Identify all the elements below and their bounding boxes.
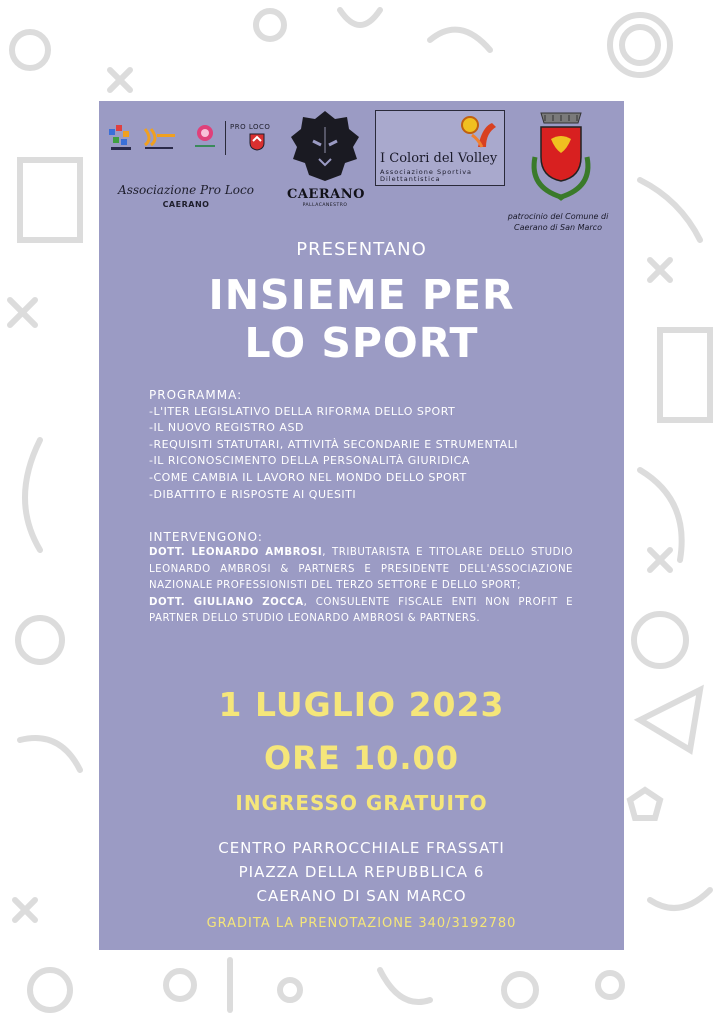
event-title-line1: INSIEME PER <box>208 271 515 319</box>
volley-sub-line2: Dilettantistica <box>380 175 441 183</box>
sponsor-logo-2 <box>141 125 177 151</box>
volley-player-icon <box>458 115 498 151</box>
proloco-town: CAERANO <box>162 200 210 209</box>
event-title <box>99 271 624 367</box>
booking-phone: GRADITA LA PRENOTAZIONE 340/3192780 <box>206 916 517 931</box>
volley-logo <box>375 110 505 186</box>
volley-logo-title: I Colori del Volley <box>380 151 498 166</box>
programma-heading: PROGRAMMA: <box>149 388 243 402</box>
logo-divider <box>225 121 226 155</box>
proloco-name: Associazione Pro Loco <box>118 183 254 197</box>
speaker-1 <box>149 545 573 594</box>
programma-section <box>149 387 574 503</box>
programma-item: -L'ITER LEGISLATIVO DELLA RIFORMA DELLO SPORT <box>149 404 456 418</box>
address-line3: CAERANO DI SAN MARCO <box>256 887 467 905</box>
programma-item: -IL RICONOSCIMENTO DELLA PERSONALITÀ GIURIDICA <box>149 454 470 468</box>
programma-item: -IL NUOVO REGISTRO ASD <box>149 421 304 435</box>
speaker-1-text: , TRIBUTARISTA E TITOLARE DELLO STUDIO LEONARDO AMBROSI & PARTNERS E PRESIDENTE DELL'ASSOCIAZIONE NAZIONALE PROFESSIONISTI DEL TERZO SETTORE E DELLO SPORT; <box>149 547 573 592</box>
programma-item: -COME CAMBIA IL LAVORO NEL MONDO DELLO SPORT <box>149 470 467 484</box>
sponsor-logo-1 <box>107 123 135 155</box>
programma-item: -DIBATTITO E RISPOSTE AI QUESITI <box>149 487 357 501</box>
volley-sub-line1: Associazione Sportiva <box>380 168 473 176</box>
event-title-line2: LO SPORT <box>244 319 479 367</box>
address-line2: PIAZZA DELLA REPUBBLICA 6 <box>238 863 485 881</box>
flyer-card <box>99 101 624 950</box>
address-line1: CENTRO PARROCCHIALE FRASSATI <box>218 839 505 857</box>
speaker-2 <box>149 595 573 628</box>
speaker-2-name: DOTT. GIULIANO ZOCCA <box>149 596 304 608</box>
lion-head-icon <box>287 107 363 187</box>
speaker-1-name: DOTT. LEONARDO AMBROSI <box>149 547 323 559</box>
presentano-label: PRESENTANO <box>296 239 427 260</box>
proloco-shield-icon <box>249 133 265 151</box>
intervengono-heading: INTERVENGONO: <box>149 530 263 544</box>
speaker-2-text: , CONSULENTE FISCALE ENTI NON PROFIT E PARTNER DELLO STUDIO LEONARDO AMBROSI & PARTNERS. <box>149 596 574 625</box>
patrocinio-line1: patrocinio del Comune di <box>507 212 609 221</box>
proloco-small-label: PRO LOCO <box>230 123 271 131</box>
event-address <box>99 836 624 908</box>
volley-logo-sub <box>380 169 472 183</box>
programma-item: -REQUISITI STATUTARI, ATTIVITÀ SECONDARIE E STRUMENTALI <box>149 437 518 451</box>
patrocinio-line2: Caerano di San Marco <box>514 223 602 232</box>
sponsor-logo-3 <box>193 123 217 153</box>
coat-of-arms-icon <box>523 107 599 207</box>
event-date: 1 LUGLIO 2023 <box>218 685 505 724</box>
logo-row <box>99 101 624 241</box>
ingresso-gratuito: INGRESSO GRATUITO <box>235 791 488 815</box>
patrocinio-text <box>496 211 620 233</box>
intervengono-section <box>149 529 573 627</box>
event-time: ORE 10.00 <box>263 739 460 777</box>
caerano-logo-sub: PALLACANESTRO <box>302 203 348 208</box>
caerano-logo-text: CAERANO <box>287 187 365 202</box>
